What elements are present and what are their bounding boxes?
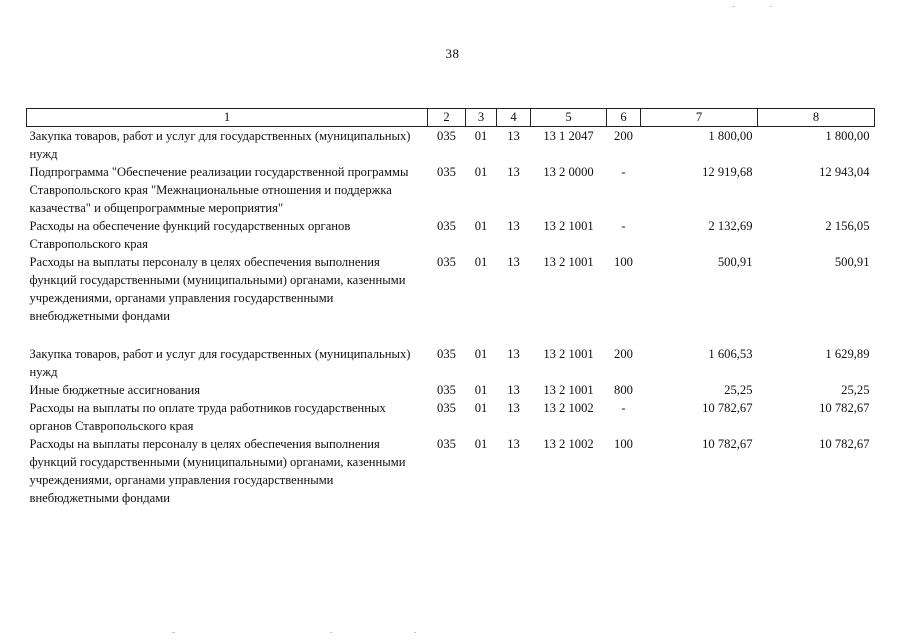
amount-column-7: 10 782,67 <box>702 437 753 451</box>
amount-column-7: 1 800,00 <box>708 129 753 143</box>
ministry-code: 035 <box>437 219 456 233</box>
target-article-code: 13 2 1001 <box>543 383 594 397</box>
section-code: 01 <box>474 219 488 233</box>
scan-artifact <box>172 632 175 633</box>
amount-column-8: 10 782,67 <box>819 437 870 451</box>
subsection-code: 13 <box>507 347 520 361</box>
expense-name: Расходы на выплаты персоналу в целях обеспечения выполнения функций государственными (муниципальными) органами, казенными учреждениями, органами управления государственными внебюджетными фондами <box>29 437 406 505</box>
table-spacer-row <box>27 325 875 345</box>
column-header-6: 6 <box>607 109 641 127</box>
section-code: 01 <box>474 165 488 179</box>
column-header-7: 7 <box>641 109 758 127</box>
amount-column-8: 1 800,00 <box>825 129 870 143</box>
amount-column-7: 1 606,53 <box>708 347 753 361</box>
table-row <box>27 399 875 435</box>
table-row <box>27 345 875 381</box>
expense-name: Расходы на выплаты по оплате труда работников государственных органов Ставропольского края <box>29 401 386 433</box>
expense-name: Закупка товаров, работ и услуг для государственных (муниципальных) нужд <box>29 347 411 379</box>
table-row <box>27 435 875 507</box>
scan-artifact <box>732 6 735 7</box>
amount-column-8: 500,91 <box>834 255 870 269</box>
expense-type-code: 200 <box>614 129 633 143</box>
subsection-code: 13 <box>507 219 520 233</box>
amount-column-7: 2 132,69 <box>708 219 753 233</box>
target-article-code: 13 2 1001 <box>543 255 594 269</box>
expense-type-code: 100 <box>614 255 633 269</box>
target-article-code: 13 2 1002 <box>543 401 594 415</box>
table-row <box>27 217 875 253</box>
amount-column-8: 12 943,04 <box>819 165 870 179</box>
table-header-row <box>27 109 875 127</box>
amount-column-7: 25,25 <box>724 383 753 397</box>
expense-type-code: 200 <box>614 347 633 361</box>
amount-column-7: 500,91 <box>717 255 753 269</box>
subsection-code: 13 <box>507 255 520 269</box>
expense-name: Иные бюджетные ассигнования <box>29 383 201 397</box>
target-article-code: 13 2 0000 <box>543 165 594 179</box>
section-code: 01 <box>474 401 488 415</box>
expense-name: Расходы на выплаты персоналу в целях обеспечения выполнения функций государственными (муниципальными) органами, казенными учреждениями, органами управления государственными внебюджетными фондами <box>29 255 406 323</box>
subsection-code: 13 <box>507 383 520 397</box>
subsection-code: 13 <box>507 401 520 415</box>
amount-column-8: 1 629,89 <box>825 347 870 361</box>
subsection-code: 13 <box>507 165 520 179</box>
expense-type-code: 100 <box>614 437 633 451</box>
expense-type-code: 800 <box>614 383 633 397</box>
expense-type-code: - <box>621 401 626 415</box>
expense-type-code: - <box>621 219 626 233</box>
table-row <box>27 253 875 325</box>
target-article-code: 13 2 1001 <box>543 219 594 233</box>
amount-column-8: 2 156,05 <box>825 219 870 233</box>
amount-column-8: 25,25 <box>841 383 870 397</box>
target-article-code: 13 2 1001 <box>543 347 594 361</box>
expense-name: Подпрограмма "Обеспечение реализации государственной программы Ставропольского края "Межнациональные отношения и поддержка казачества" и общепрограммные мероприятия" <box>29 165 409 215</box>
table-row <box>27 163 875 217</box>
table-row <box>27 381 875 399</box>
expense-type-code: - <box>621 165 626 179</box>
table-row <box>27 127 875 164</box>
scan-artifact <box>414 632 416 633</box>
column-header-8: 8 <box>758 109 875 127</box>
section-code: 01 <box>474 129 488 143</box>
budget-table <box>26 108 875 507</box>
ministry-code: 035 <box>437 255 456 269</box>
section-code: 01 <box>474 383 488 397</box>
section-code: 01 <box>474 437 488 451</box>
amount-column-8: 10 782,67 <box>819 401 870 415</box>
target-article-code: 13 2 1002 <box>543 437 594 451</box>
ministry-code: 035 <box>437 165 456 179</box>
column-header-4: 4 <box>497 109 531 127</box>
ministry-code: 035 <box>437 437 456 451</box>
page-number: 38 <box>445 46 460 61</box>
scan-artifact <box>330 632 332 633</box>
column-header-3: 3 <box>466 109 497 127</box>
amount-column-7: 10 782,67 <box>702 401 753 415</box>
column-header-1: 1 <box>27 109 428 127</box>
ministry-code: 035 <box>437 129 456 143</box>
subsection-code: 13 <box>507 437 520 451</box>
ministry-code: 035 <box>437 347 456 361</box>
ministry-code: 035 <box>437 401 456 415</box>
subsection-code: 13 <box>507 129 520 143</box>
amount-column-7: 12 919,68 <box>702 165 753 179</box>
expense-name: Расходы на обеспечение функций государственных органов Ставропольского края <box>29 219 351 251</box>
column-header-2: 2 <box>428 109 466 127</box>
target-article-code: 13 1 2047 <box>543 129 594 143</box>
section-code: 01 <box>474 347 488 361</box>
ministry-code: 035 <box>437 383 456 397</box>
expense-name: Закупка товаров, работ и услуг для государственных (муниципальных) нужд <box>29 129 411 161</box>
scan-artifact <box>770 6 772 7</box>
section-code: 01 <box>474 255 488 269</box>
column-header-5: 5 <box>531 109 607 127</box>
spacer-cell <box>27 325 875 345</box>
